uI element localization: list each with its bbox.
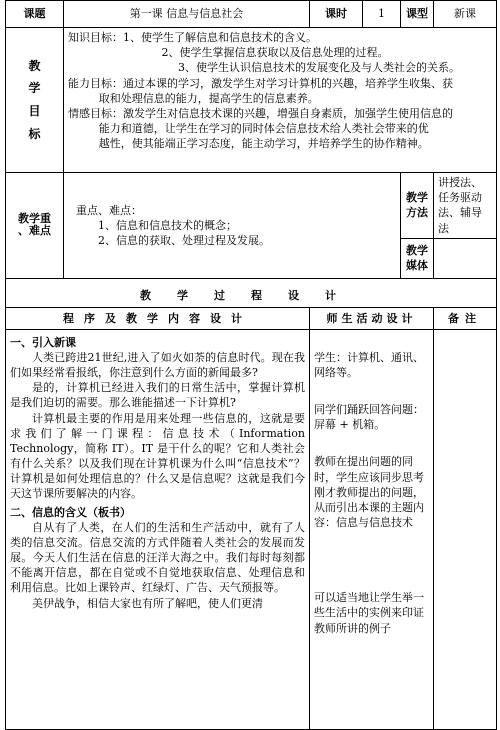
method-value: 讲授法、任务驱动法、辅导法 (434, 173, 497, 239)
focus-item-1: 1、信息和信息技术的概念； (98, 218, 237, 232)
section-1-title: 一、引入新课 (10, 335, 76, 349)
focus-row (6, 173, 497, 239)
objectives-label: 教 学 目 标 (6, 28, 64, 173)
spacer-row (6, 278, 497, 285)
method-label: 教学方法 (401, 173, 434, 239)
focus-title: 重点、难点： (76, 203, 142, 217)
design-heading: 教学过程设计 (6, 285, 497, 307)
design-body-row (6, 329, 497, 729)
knowledge-objective-1: 知识目标：1、使学生了解信息和信息技术的含义。 (68, 31, 317, 44)
period-label: 课时 (310, 1, 363, 28)
period-value: 1 (363, 1, 401, 28)
activity-1: 学生：计算机、通讯、网络等。 (314, 350, 424, 379)
title-value: 第一课 信息与信息社会 (64, 1, 310, 28)
column-activity-header: 师生活动设计 (310, 307, 434, 329)
lesson-plan-table (5, 0, 497, 730)
emotion-objective-3: 越性，使其能端正学习态度，能主动学习，并培养学生的协作精神。 (98, 137, 429, 151)
ability-objective-1: 能力目标：通过本课的学习，激发学生对学习计算机的兴趣，培养学生收集、获 (68, 76, 453, 90)
activity-3: 教师在提出问题的同时，学生应该同步思考刚才教师提出的问题，从而引出本课的主题内容：信息与信息技术 (314, 455, 424, 530)
emotion-objective-1: 情感目标：激发学生对信息技术课的兴趣，增强自身素质，加强学生使用信息的 (68, 106, 453, 120)
content-paragraph-4: 自从有了人类，在人们的生活和生产活动中，就有了人类的信息交流。信息交流的方式伴随着人类社会的发展而发展。今天人们生活在信息的汪洋大海之中。我们每时每刻都不能离开信息，都在自觉或不自觉地获取信息、处理信息和利用信息。比如上课铃声、红绿灯、广告、天气预报等。 (10, 520, 305, 595)
media-label: 教学媒体 (401, 238, 434, 278)
knowledge-objective-2: 2、使学生掌握信息获取以及信息处理的过程。 (161, 46, 389, 60)
content-paragraph-5: 美伊战争，相信大家也有所了解吧，使人们更清 (32, 596, 263, 610)
knowledge-objective-3: 3、使学生认识信息技术的发展变化及与人类社会的关系。 (178, 61, 460, 75)
media-value (434, 238, 497, 278)
objectives-row (6, 28, 497, 173)
lesson-content (6, 329, 310, 729)
design-heading-row (6, 285, 497, 307)
content-paragraph-3: 计算机最主要的作用是用来处理一些信息的，这就是要求我们了解一门课程：信息技术（Information Technology，简称 IT）。IT 是干什么的呢？它和人类社会有什么关系？以及我们现在计算机课为什么叫“信息技术”？计算机是如何处理信息的？什么又是信息呢？这就是我们今天这节课所要解决的内容。 (10, 411, 305, 501)
column-content-header: 程序及教学内容设计 (6, 307, 310, 329)
activity-content (310, 329, 434, 729)
design-columns-row (6, 307, 497, 329)
focus-item-2: 2、信息的获取、处理过程及发展。 (98, 233, 270, 247)
content-paragraph-2: 是的，计算机已经进入我们的日常生活中，掌握计算机是我们迫切的需要。那么谁能描述一下计算机? (10, 381, 305, 410)
column-notes-header: 备注 (434, 307, 497, 329)
type-label: 课型 (401, 1, 434, 28)
objectives-content (64, 28, 497, 173)
emotion-objective-2: 能力和道德，让学生在学习的同时体会信息技术给人类社会带来的优 (98, 122, 429, 136)
title-label: 课题 (6, 1, 64, 28)
activity-4: 可以适当地让学生举一些生活中的实例来印证教师所讲的例子 (314, 591, 424, 635)
activity-2: 同学们踊跃回答问题：屏幕 + 机箱。 (314, 403, 424, 432)
type-value: 新课 (434, 1, 497, 28)
focus-content (64, 173, 401, 279)
section-2-title: 二、信息的含义（板书） (10, 505, 131, 519)
notes-content (434, 329, 497, 729)
ability-objective-2: 取和处理信息的能力，提高学生的信息素养。 (98, 91, 319, 105)
header-row (6, 1, 497, 28)
focus-label: 教学重 、难点 (6, 173, 64, 279)
content-paragraph-1: 人类已跨进21世纪,进入了如火如荼的信息时代。现在我们如果经常看报纸，你注意到什么方面的新闻最多? (10, 350, 305, 380)
